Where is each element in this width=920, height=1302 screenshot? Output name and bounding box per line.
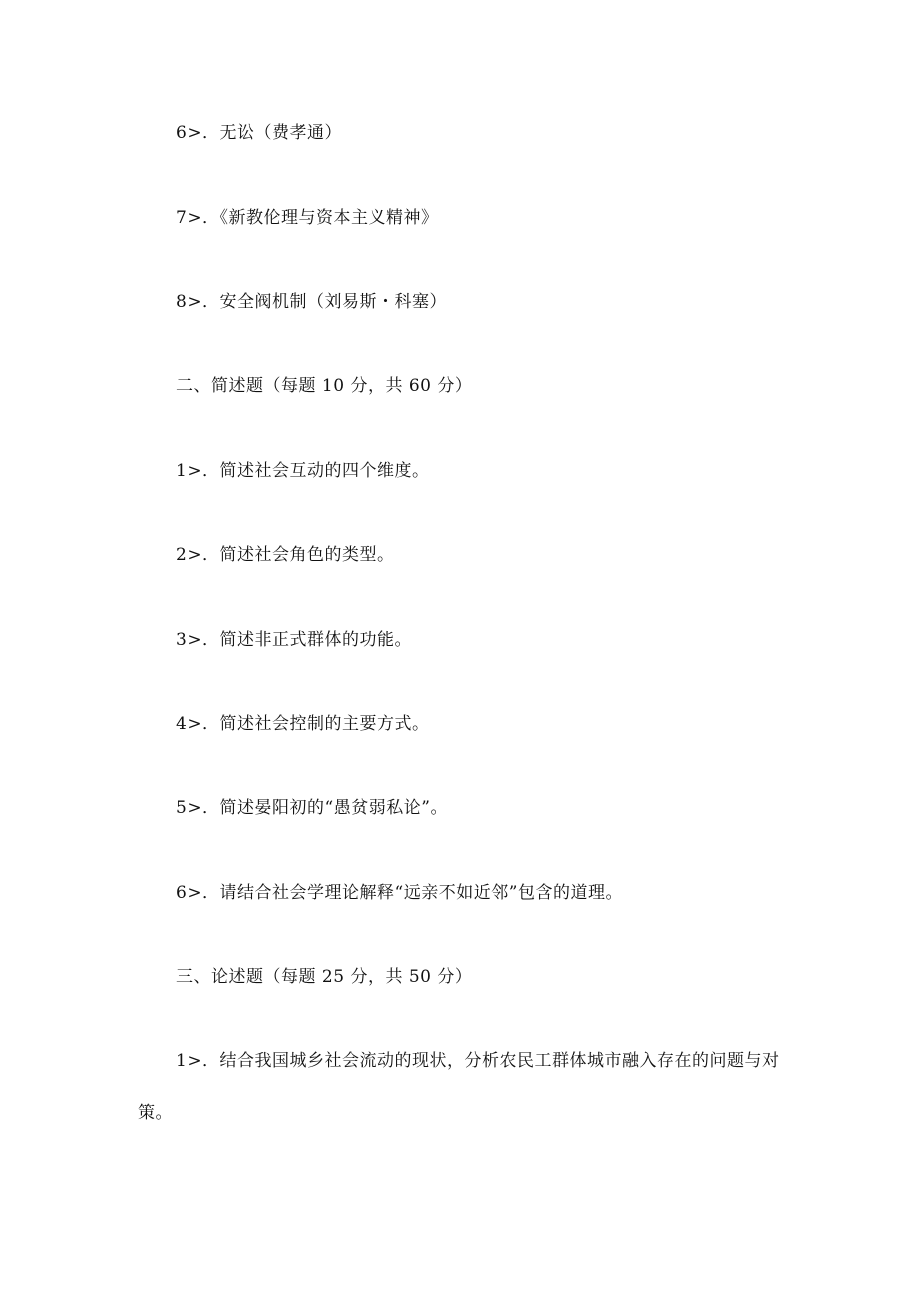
short-answer-q6: 6>．请结合社会学理论解释“远亲不如近邻”包含的道理。 — [176, 883, 623, 903]
short-answer-q4: 4>．简述社会控制的主要方式。 — [176, 714, 430, 734]
term-7-protestant-ethic: 7>．《新教伦理与资本主义精神》 — [176, 208, 439, 228]
section-heading-essay: 三、论述题（每题 25 分，共 50 分） — [176, 967, 473, 987]
short-answer-q1: 1>．简述社会互动的四个维度。 — [176, 461, 430, 481]
term-8-safety-valve: 8>．安全阀机制（刘易斯・科塞） — [176, 292, 448, 312]
term-6-wusong: 6>．无讼（费孝通） — [176, 123, 343, 143]
essay-q1 — [138, 1035, 788, 1139]
section-heading-short-answer: 二、简述题（每题 10 分，共 60 分） — [176, 376, 473, 396]
short-answer-q5: 5>．简述晏阳初的“愚贫弱私论”。 — [176, 798, 448, 818]
essay-q1-text: 1>．结合我国城乡社会流动的现状，分析农民工群体城市融入存在的问题与对策。 — [138, 1051, 780, 1123]
short-answer-q3: 3>．简述非正式群体的功能。 — [176, 630, 413, 650]
short-answer-q2: 2>．简述社会角色的类型。 — [176, 545, 395, 565]
